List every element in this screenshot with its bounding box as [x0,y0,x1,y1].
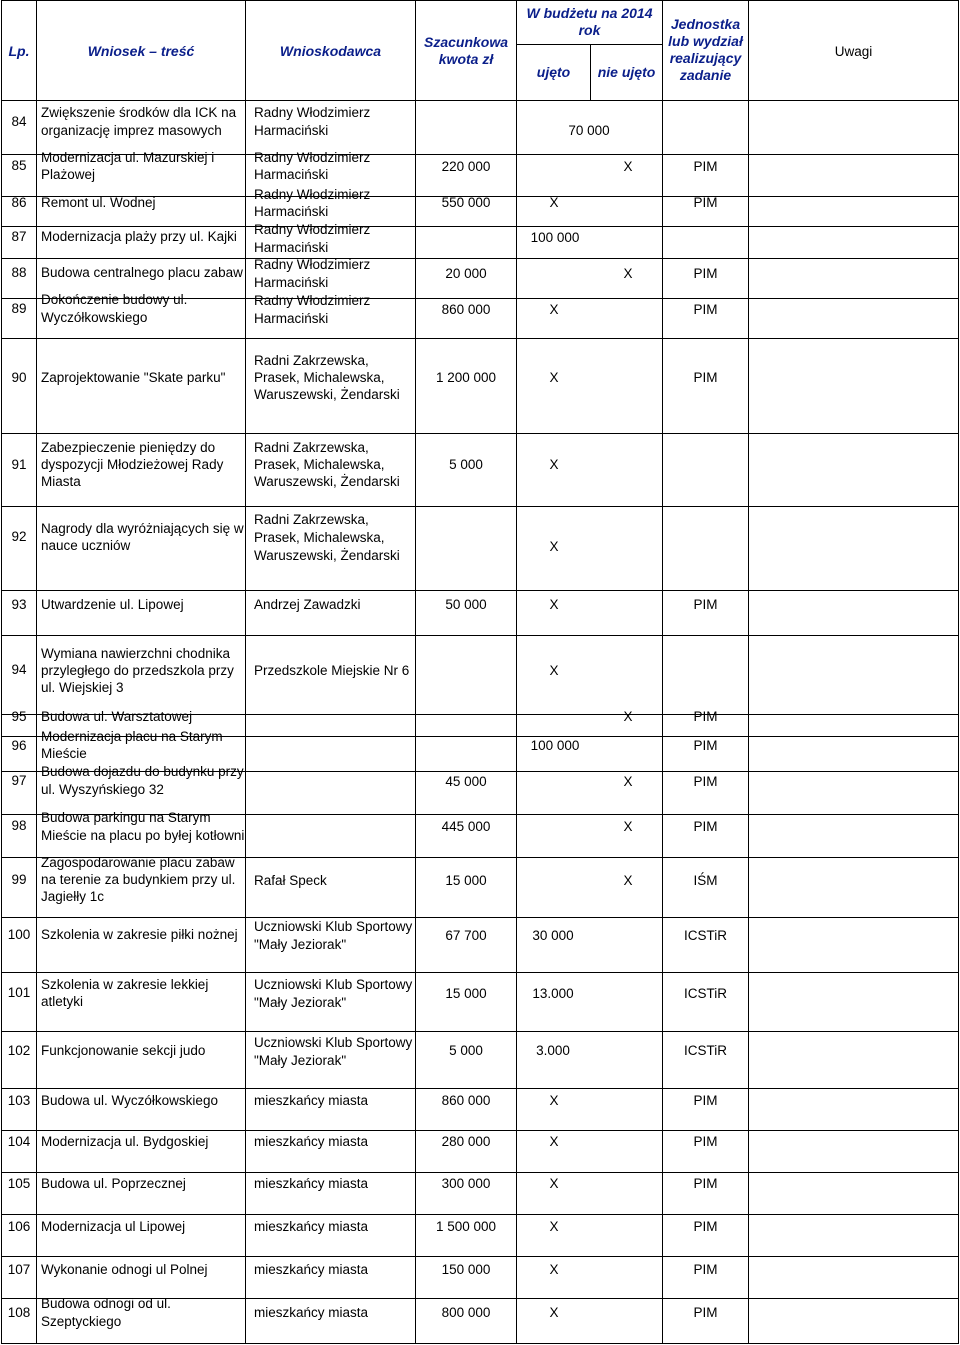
row-not-included-mark: X [549,1134,559,1149]
grid-vline [245,0,246,1344]
row-amount: 550 000 [441,195,491,210]
row-number: 106 [7,1219,31,1234]
row-description: Szkolenia w zakresie piłki nożnej [41,927,238,942]
grid-hline [1,1031,959,1032]
grid-hline [1,917,959,918]
grid-hline [1,1088,959,1089]
row-not-included-mark: X [549,370,559,385]
grid-hline [1,433,959,434]
row-amount: 20 000 [445,266,487,281]
row-applicant: Przedszkole Miejskie Nr 6 [254,663,410,678]
header-kwota-1: Szacunkowa [423,34,509,50]
row-number: 91 [11,457,27,472]
grid-vline [516,0,517,1344]
grid-hline [1,1130,959,1131]
row-included: 30 000 [532,928,574,943]
row-applicant: Radny Włodzimierz [254,257,371,272]
row-number: 93 [11,597,27,612]
row-number: 99 [11,872,27,887]
row-applicant: Prasek, Michalewska, [254,530,385,545]
row-applicant: Waruszewski, Żendarski [254,387,400,402]
row-applicant: Harmaciński [254,123,329,138]
row-description: Budowa parkingu na Starym [41,810,211,825]
row-not-included-mark: X [549,195,559,210]
row-not-included-mark: X [623,266,633,281]
row-applicant: Uczniowski Klub Sportowy [254,1035,413,1050]
header-ujeto: ujęto [536,64,571,80]
row-description: Budowa odnogi od ul. [41,1296,171,1311]
row-description: organizację imprez masowych [41,123,222,138]
grid-hline [1,1214,959,1215]
row-applicant: Harmaciński [254,311,329,326]
row-number: 103 [7,1093,31,1108]
row-not-included-mark: X [549,302,559,317]
row-description: Budowa ul. Poprzecznej [41,1176,186,1191]
row-description: Jagiełły 1c [41,889,105,904]
row-description: nauce uczniów [41,538,131,553]
row-description: Zabezpieczenie pieniędzy do [41,440,216,455]
row-unit: PIM [693,597,718,612]
row-amount: 860 000 [441,302,491,317]
grid-hline [1,635,959,636]
row-number: 90 [11,370,27,385]
row-applicant: Radni Zakrzewska, [254,440,369,455]
row-applicant: mieszkańcy miasta [254,1219,369,1234]
row-description: Zagospodarowanie placu zabaw [41,855,235,870]
row-number: 97 [11,773,27,788]
row-unit: PIM [693,819,718,834]
row-unit: PIM [693,370,718,385]
row-amount: 45 000 [445,774,487,789]
row-description: Zwiększenie środków dla ICK na [41,105,237,120]
row-description: Budowa ul. Wyczółkowskiego [41,1093,218,1108]
row-description: Budowa centralnego placu zabaw [41,265,243,280]
row-amount: 220 000 [441,159,491,174]
row-description: Modernizacja placu na Starym [41,729,223,744]
row-unit: PIM [693,1134,718,1149]
row-description: Modernizacja ul Lipowej [41,1219,186,1234]
header-lp: Lp. [8,43,30,59]
row-description: przyległego do przedszkola przy [41,663,234,678]
row-not-included-mark: X [623,774,633,789]
grid-hline [1,1256,959,1257]
grid-vline [590,44,591,100]
row-applicant: mieszkańcy miasta [254,1134,369,1149]
row-not-included-mark: X [549,597,559,612]
row-applicant: "Mały Jeziorak" [254,1053,347,1068]
row-description: Nagrody dla wyróżniających się w [41,521,244,536]
row-applicant: Radni Zakrzewska, [254,353,369,368]
row-applicant: Radny Włodzimierz [254,105,371,120]
row-applicant: Radny Włodzimierz [254,222,371,237]
header-wniosek: Wniosek – treść [87,43,195,59]
row-unit: PIM [693,302,718,317]
row-amount: 445 000 [441,819,491,834]
header-jednostka-2: lub wydział [668,33,743,49]
row-applicant: mieszkańcy miasta [254,1305,369,1320]
row-description: ul. Wiejskiej 3 [41,680,124,695]
row-description: Dokończenie budowy ul. [41,292,188,307]
row-applicant: "Mały Jeziorak" [254,937,347,952]
row-applicant: Uczniowski Klub Sportowy [254,977,413,992]
row-number: 88 [11,265,27,280]
row-description: Plażowej [41,167,96,182]
row-not-included-mark: X [549,1305,559,1320]
row-amount: 100 000 [530,738,580,753]
row-number: 107 [7,1262,31,1277]
row-not-included-mark: X [549,663,559,678]
header-jednostka-1: Jednostka [670,16,741,32]
header-uwagi: Uwagi [834,44,873,59]
grid-hline [1,258,959,259]
row-amount: 800 000 [441,1305,491,1320]
row-number: 104 [7,1134,31,1149]
row-amount: 15 000 [445,873,487,888]
row-amount: 150 000 [441,1262,491,1277]
grid-hline [1,338,959,339]
row-description: na terenie za budynkiem przy ul. [41,872,236,887]
row-number: 98 [11,818,27,833]
row-description: Mieście [41,746,87,761]
row-unit: PIM [693,1262,718,1277]
row-applicant: "Mały Jeziorak" [254,995,347,1010]
row-number: 94 [11,662,27,677]
row-description: Remont ul. Wodnej [41,195,156,210]
row-not-included-mark: X [623,709,633,724]
row-applicant: mieszkańcy miasta [254,1093,369,1108]
row-number: 92 [11,529,27,544]
grid-hline [1,0,959,1]
row-included: 13.000 [532,986,574,1001]
row-description: Zaprojektowanie "Skate parku" [41,370,226,385]
row-not-included-mark: X [549,1262,559,1277]
row-unit: ICSTiR [684,928,727,943]
row-applicant: Waruszewski, Żendarski [254,474,400,489]
row-amount: 67 700 [445,928,487,943]
header-budzet-1: W budżetu na 2014 [526,5,653,21]
row-applicant: Waruszewski, Żendarski [254,548,400,563]
row-unit: PIM [693,1305,718,1320]
row-not-included-mark: X [549,539,559,554]
row-description: atletyki [41,994,84,1009]
row-applicant: Rafał Speck [254,873,327,888]
row-number: 84 [11,114,27,129]
row-unit: PIM [693,195,718,210]
row-applicant: Radny Włodzimierz [254,293,371,308]
grid-vline [748,0,749,1344]
row-number: 89 [11,301,27,316]
row-description: dyspozycji Młodzieżowej Rady [41,457,224,472]
header-wnioskodawca: Wnioskodawca [279,43,382,59]
row-number: 87 [11,229,27,244]
row-unit: PIM [693,266,718,281]
row-number: 101 [7,985,31,1000]
row-amount: 50 000 [445,597,487,612]
row-unit: PIM [693,738,718,753]
grid-hline [1,1172,959,1173]
header-nie-ujeto: nie ujęto [597,64,656,80]
row-description: Utwardzenie ul. Lipowej [41,597,184,612]
grid-hline [1,506,959,507]
header-jednostka-3: realizujący [669,50,742,66]
row-not-included-mark: X [549,1176,559,1191]
row-amount: 5 000 [449,457,483,472]
grid-vline [958,0,959,1344]
grid-hline [1,590,959,591]
row-applicant: Andrzej Zawadzki [254,597,361,612]
row-number: 95 [11,709,27,724]
row-description: Modernizacja ul. Mazurskiej i [41,150,215,165]
row-unit: IŚM [693,873,718,888]
header-budzet-2: rok [578,22,601,38]
row-applicant: mieszkańcy miasta [254,1176,369,1191]
row-unit: PIM [693,1176,718,1191]
row-amount: 70 000 [568,123,610,138]
row-not-included-mark: X [549,457,559,472]
row-applicant: Radny Włodzimierz [254,150,371,165]
row-description: Budowa dojazdu do budynku przy [41,764,244,779]
row-number: 86 [11,195,27,210]
row-applicant: Harmaciński [254,204,329,219]
header-jednostka-4: zadanie [679,67,732,83]
row-number: 102 [7,1043,31,1058]
row-amount: 300 000 [441,1176,491,1191]
row-unit: PIM [693,1093,718,1108]
row-included: 3.000 [536,1043,570,1058]
row-applicant: mieszkańcy miasta [254,1262,369,1277]
row-applicant: Prasek, Michalewska, [254,370,385,385]
row-applicant: Prasek, Michalewska, [254,457,385,472]
row-applicant: Harmaciński [254,275,329,290]
row-applicant: Uczniowski Klub Sportowy [254,919,413,934]
row-description: Mieście na placu po byłej kotłowni [41,828,245,843]
row-not-included-mark: X [549,1093,559,1108]
row-amount: 100 000 [530,230,580,245]
row-amount: 1 200 000 [435,370,497,385]
row-description: Modernizacja ul. Bydgoskiej [41,1134,209,1149]
row-amount: 280 000 [441,1134,491,1149]
row-unit: PIM [693,774,718,789]
row-description: ul. Wyszyńskiego 32 [41,782,164,797]
row-description: Funkcjonowanie sekcji judo [41,1043,206,1058]
row-description: Wyczółkowskiego [41,310,148,325]
row-description: Miasta [41,474,81,489]
row-not-included-mark: X [549,1219,559,1234]
row-amount: 1 500 000 [435,1219,497,1234]
row-description: Szkolenia w zakresie lekkiej [41,977,209,992]
row-description: Szeptyckiego [41,1314,122,1329]
row-applicant: Harmaciński [254,167,329,182]
row-not-included-mark: X [623,819,633,834]
grid-hline [516,44,662,45]
grid-hline [1,1343,959,1344]
row-not-included-mark: X [623,159,633,174]
row-number: 108 [7,1305,31,1320]
row-description: Modernizacja plaży przy ul. Kajki [41,229,237,244]
row-not-included-mark: X [623,873,633,888]
row-number: 96 [11,738,27,753]
row-unit: ICSTiR [684,1043,727,1058]
row-number: 105 [7,1176,31,1191]
grid-vline [36,0,37,1344]
row-description: Wykonanie odnogi ul Polnej [41,1262,208,1277]
row-applicant: Radny Włodzimierz [254,187,371,202]
row-applicant: Harmaciński [254,240,329,255]
row-unit: PIM [693,709,718,724]
row-number: 85 [11,158,27,173]
row-number: 100 [7,927,31,942]
row-description: Wymiana nawierzchni chodnika [41,646,230,661]
grid-hline [1,972,959,973]
row-applicant: Radni Zakrzewska, [254,512,369,527]
row-unit: PIM [693,1219,718,1234]
row-description: Budowa ul. Warsztatowej [41,709,193,724]
header-kwota-2: kwota zł [438,51,494,67]
grid-hline [1,100,959,101]
row-unit: ICSTiR [684,986,727,1001]
grid-hline [1,226,959,227]
row-amount: 5 000 [449,1043,483,1058]
row-amount: 15 000 [445,986,487,1001]
row-amount: 860 000 [441,1093,491,1108]
row-unit: PIM [693,159,718,174]
